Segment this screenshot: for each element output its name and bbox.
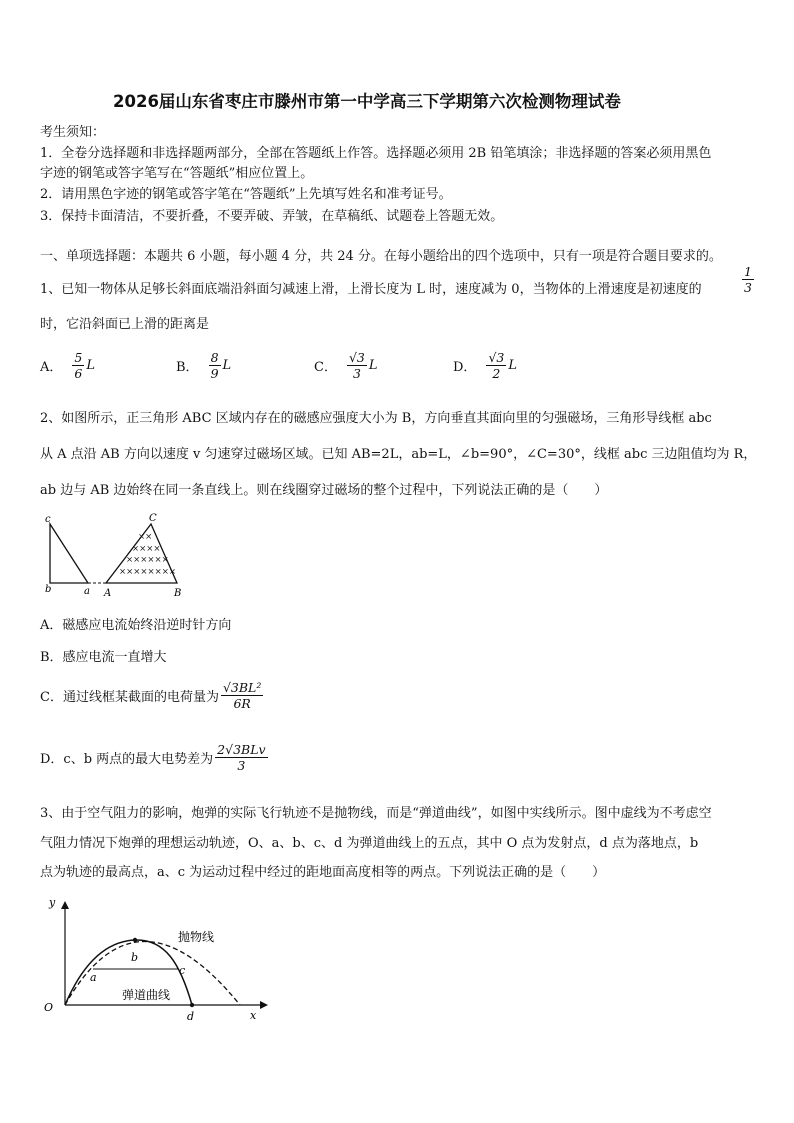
page-title: 2026届山东省枣庄市滕州市第一中学高三下学期第六次检测物理试卷: [113, 92, 621, 111]
option-num: 2√3BLv: [217, 742, 266, 757]
notice-heading: 考生须知：: [40, 125, 106, 140]
label-parabola: 抛物线: [178, 930, 215, 944]
q1-option-a[interactable]: [40, 350, 95, 381]
q2-option-d[interactable]: [40, 742, 270, 773]
label-d: d: [187, 1010, 195, 1023]
option-den: 6: [74, 366, 83, 381]
label-A: A: [104, 588, 112, 599]
point-b: [133, 938, 137, 942]
label-y: y: [49, 896, 56, 909]
q1-option-d[interactable]: [453, 350, 517, 381]
q2-stem-line2: 从 A 点沿 AB 方向以速度 v 匀速穿过磁场区域。已知 AB=2L，ab=L，∠b=90°，∠C=30°，线框 abc 三边阻值均为 R，: [40, 447, 757, 462]
q1-option-c[interactable]: [314, 350, 378, 381]
option-den: 3: [352, 366, 361, 381]
field-cross-marks: [119, 532, 176, 577]
section-heading: 一、单项选择题：本题共 6 小题，每小题 4 分，共 24 分。在每小题给出的四个选项中，只有一项是符合题目要求的。: [40, 249, 722, 264]
y-axis-arrow-icon: [61, 901, 69, 909]
point-d: [190, 1003, 194, 1007]
notice-item-1: 1．全卷分选择题和非选择题两部分，全部在答题纸上作答。选择题必须用 2B 铅笔填涂；非选择题的答案必须用黑色: [40, 146, 712, 161]
label-a: a: [90, 971, 97, 984]
option-label: A．: [40, 360, 63, 375]
svg-text:××: ××: [138, 532, 153, 542]
option-den: 6R: [233, 696, 251, 711]
q2-option-c[interactable]: [40, 680, 265, 711]
q3-stem-line2: 气阻力情况下炮弹的理想运动轨迹，O、a、b、c、d 为弹道曲线上的五点，其中 O 点为发射点，d 点为落地点，b: [40, 836, 699, 851]
option-num: √3: [348, 350, 365, 365]
option-den: 9: [210, 366, 219, 381]
option-tail: L: [86, 358, 95, 373]
q2-option-b[interactable]: B．感应电流一直增大: [40, 650, 167, 665]
q2-stem-line3: ab 边与 AB 边始终在同一条直线上。则在线圈穿过磁场的整个过程中，下列说法正确的是（ ）: [40, 483, 608, 498]
label-c: c: [45, 514, 51, 525]
option-num: √3BL²: [222, 680, 262, 695]
option-label: C．: [314, 360, 337, 375]
svg-text:××××××××: ××××××××: [119, 567, 176, 577]
option-den: 2: [492, 366, 501, 381]
option-label: B．: [176, 360, 199, 375]
label-C: C: [149, 513, 157, 524]
option-text: C．通过线框某截面的电荷量为: [40, 690, 219, 705]
notice-item-2: 2．请用黑色字迹的钢笔或答字笔在“答题纸”上先填写姓名和准考证号。: [40, 187, 452, 202]
option-num: 8: [210, 350, 219, 365]
q3-stem-line3: 点为轨迹的最高点，a、c 为运动过程中经过的距地面高度相等的两点。下列说法正确的是（ ）: [40, 865, 606, 880]
label-x: x: [250, 1009, 257, 1022]
notice-item-3: 3．保持卡面清洁，不要折叠，不要弄破、弄皱，在草稿纸、试题卷上答题无效。: [40, 209, 504, 224]
q1-frac-num: 1: [744, 264, 752, 279]
label-a: a: [84, 586, 90, 597]
option-text: D．c、b 两点的最大电势差为: [40, 752, 214, 767]
q1-stem-line2: 时，它沿斜面已上滑的距离是: [40, 317, 210, 332]
option-num: √3: [488, 350, 505, 365]
option-tail: L: [222, 358, 232, 373]
label-b: b: [45, 584, 52, 595]
label-c: c: [179, 964, 186, 977]
q2-option-a[interactable]: A．磁感应电流始终沿逆时针方向: [40, 618, 232, 633]
q3-figure: [40, 893, 270, 1028]
q1-option-b[interactable]: [176, 350, 231, 381]
wire-frame-triangle: [50, 524, 88, 583]
label-B: B: [174, 588, 182, 599]
q3-stem-line1: 3、由于空气阻力的影响，炮弹的实际飞行轨迹不是抛物线，而是“弹道曲线”，如图中实线所示。图中虚线为不考虑空: [40, 806, 712, 821]
option-label: D．: [453, 360, 477, 375]
label-ballistic: 弹道曲线: [122, 988, 171, 1002]
option-den: 3: [237, 758, 246, 773]
q1-stem-line1: 1、已知一物体从足够长斜面底端沿斜面匀减速上滑，上滑长度为 L 时，速度减为 0，当物体的上滑速度是初速度的: [40, 282, 702, 297]
label-O: O: [44, 1001, 54, 1014]
q2-stem-line1: 2、如图所示，正三角形 ABC 区域内存在的磁感应强度大小为 B，方向垂直其面向里的匀强磁场，三角形导线框 abc: [40, 411, 712, 426]
option-tail: L: [368, 358, 378, 373]
option-tail: L: [508, 358, 517, 373]
notice-item-1-cont: 字迹的钢笔或答字笔写在“答题纸”相应位置上。: [40, 166, 314, 181]
option-num: 5: [74, 350, 83, 365]
q1-frac-den: 3: [744, 280, 752, 295]
label-b: b: [131, 951, 139, 964]
svg-text:××××××: ××××××: [126, 555, 169, 565]
q2-figure: [40, 508, 190, 600]
x-axis-arrow-icon: [260, 1001, 268, 1009]
svg-text:××××: ××××: [132, 544, 161, 554]
q1-fraction: [740, 264, 756, 295]
